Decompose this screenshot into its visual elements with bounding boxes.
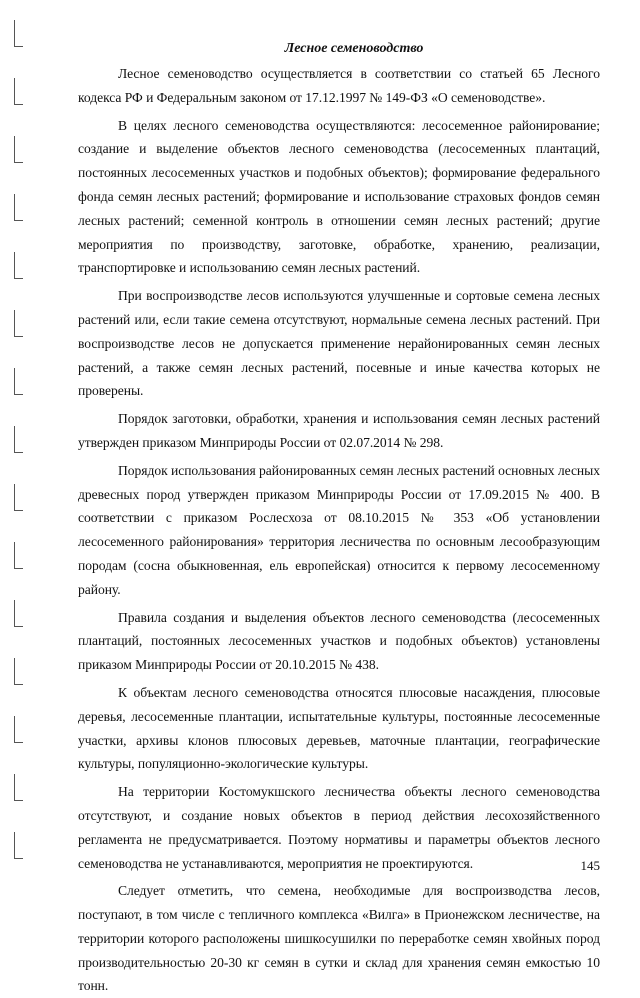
paragraph: Следует отметить, что семена, необходимые для воспроизводства лесов, поступают, в том числе с тепличного комплекса «Вилга» в Прионежском лесничестве, на территории которого расположены шишкосушилки по переработке семян хвойных пород производительностью 20-30 кг семян в сутки и склад для хранения семян емкостью 10 тонн. bbox=[78, 883, 600, 994]
binding-mark bbox=[14, 310, 23, 337]
binding-mark bbox=[14, 658, 23, 685]
paragraph: Порядок заготовки, обработки, хранения и использования семян лесных растений утвержден приказом Минприроды России от 02.07.2014 № 298. bbox=[78, 411, 600, 450]
binding-mark bbox=[14, 78, 23, 105]
binding-mark bbox=[14, 194, 23, 221]
paragraph: Порядок использования районированных семян лесных растений основных лесных древесных пород утвержден приказом Минприроды России от 17.09.2015 № 400. В соответствии с приказом Рослесхоза от 08.10.2015 № 353 «Об установлении лесосеменного районирования» территория лесничества по основным лесообразующим породам (сосна обыкновенная, ель европейская) относится к первому лесосеменному району. bbox=[78, 462, 600, 597]
binding-mark bbox=[14, 368, 23, 395]
paragraph: В целях лесного семеноводства осуществляются: лесосеменное районирование; создание и выделение объектов лесного семеноводства (лесосеменных плантаций, постоянных лесосеменных участков и подобных объектов); формирование федерального фонда семян лесных растений; формирование и использование страховых фондов семян лесных растений; семенной контроль в отношении семян лесных растений; другие мероприятия по производству, заготовке, обработке, хранению, реализации, транспортировке и использованию семян лесных растений. bbox=[78, 117, 600, 276]
binding-margin bbox=[0, 0, 30, 905]
page-number: 145 bbox=[580, 858, 600, 873]
binding-mark bbox=[14, 716, 23, 743]
page-body bbox=[78, 40, 600, 998]
binding-mark bbox=[14, 484, 23, 511]
paragraph: Правила создания и выделения объектов лесного семеноводства (лесосеменных плантаций, постоянных лесосеменных участков и подобных объектов) установлены приказом Минприроды России от 20.10.2015 № 438. bbox=[78, 609, 600, 673]
binding-mark bbox=[14, 832, 23, 859]
binding-mark bbox=[14, 426, 23, 453]
paragraph: К объектам лесного семеноводства относятся плюсовые насаждения, плюсовые деревья, лесосеменные плантации, испытательные культуры, постоянные лесосеменные участки, архивы клонов плюсовых деревьев, маточные плантации, географические культуры, популяционно-экологические культуры. bbox=[78, 684, 600, 772]
binding-mark bbox=[14, 252, 23, 279]
paragraph: Лесное семеноводство осуществляется в соответствии со статьей 65 Лесного кодекса РФ и Федеральным законом от 17.12.1997 № 149-ФЗ «О семеноводстве». bbox=[78, 66, 600, 105]
binding-mark bbox=[14, 774, 23, 801]
paragraph: При воспроизводстве лесов используются улучшенные и сортовые семена лесных растений или, если такие семена отсутствуют, нормальные семена лесных растений. При воспроизводстве лесов не допускается применение нерайонированных семян лесных растений, а также семян лесных растений, посевные и иные качества которых не проверены. bbox=[78, 288, 600, 399]
section-title: Лесное семеноводство bbox=[284, 41, 424, 56]
binding-mark bbox=[14, 136, 23, 163]
paragraph: На территории Костомукшского лесничества объекты лесного семеноводства отсутствуют, и создание новых объектов в период действия лесохозяйственного регламента не предусматривается. Поэтому нормативы и параметры объектов лесного семеноводства не устанавливаются, мероприятия не проектируются. bbox=[78, 784, 600, 871]
binding-mark bbox=[14, 600, 23, 627]
binding-mark bbox=[14, 542, 23, 569]
binding-mark bbox=[14, 20, 23, 47]
